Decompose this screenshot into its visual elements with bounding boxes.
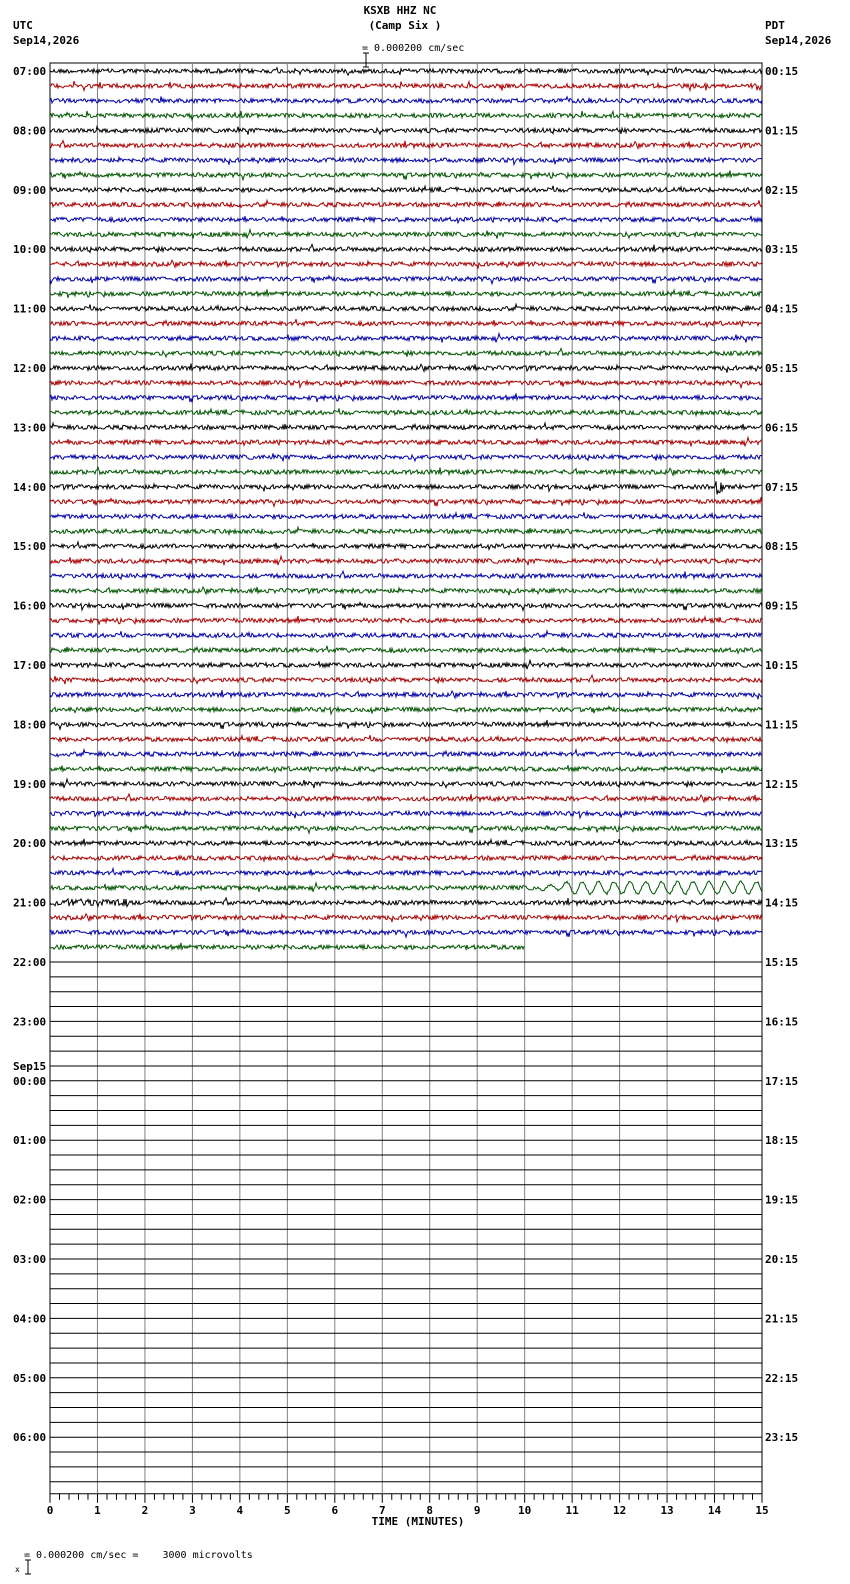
pdt-hour-label: 10:15 xyxy=(765,659,799,672)
x-tick-label: 4 xyxy=(236,1503,244,1517)
utc-hour-label: 04:00 xyxy=(13,1312,47,1326)
pdt-hour-label: 01:15 xyxy=(765,124,799,138)
svg-text:x: x xyxy=(15,1565,21,1574)
x-tick-label: 5 xyxy=(284,1503,291,1517)
left-date: Sep14,2026 xyxy=(13,34,80,47)
utc-hour-label: 07:00 xyxy=(13,65,47,78)
seismic-trace xyxy=(50,779,762,788)
seismic-trace xyxy=(50,707,762,715)
pdt-hour-label: 17:15 xyxy=(765,1074,799,1088)
x-tick-label: 8 xyxy=(426,1503,434,1517)
utc-hour-label: 16:00 xyxy=(13,599,47,613)
seismic-trace xyxy=(50,750,762,757)
seismic-trace xyxy=(50,527,762,534)
seismic-trace xyxy=(50,556,762,565)
right-timezone: PDT xyxy=(765,19,785,32)
seismic-trace xyxy=(50,393,762,402)
right-date: Sep14,2026 xyxy=(765,34,832,47)
utc-hour-label: 19:00 xyxy=(13,777,47,791)
seismic-trace xyxy=(50,616,762,625)
pdt-hour-label: 15:15 xyxy=(765,956,799,969)
x-tick-label: 0 xyxy=(46,1503,54,1517)
x-tick-label: 3 xyxy=(189,1503,196,1517)
seismic-trace xyxy=(50,289,762,298)
seismic-trace xyxy=(50,467,762,475)
seismic-trace xyxy=(50,304,762,311)
seismic-trace xyxy=(50,171,762,180)
utc-hour-label: 01:00 xyxy=(13,1134,47,1148)
seismic-trace xyxy=(50,334,762,343)
pdt-hour-label: 22:15 xyxy=(765,1371,799,1385)
pdt-hour-label: 16:15 xyxy=(765,1015,799,1029)
pdt-hour-label: 14:15 xyxy=(765,896,799,910)
seismic-trace xyxy=(50,735,762,742)
pdt-hour-label: 12:15 xyxy=(765,777,799,791)
seismic-trace xyxy=(50,542,762,550)
seismic-trace xyxy=(50,914,762,922)
pdt-hour-label: 00:15 xyxy=(765,65,799,78)
seismic-trace xyxy=(50,349,762,357)
pdt-hour-label: 06:15 xyxy=(765,421,799,435)
seismic-trace xyxy=(50,794,762,802)
utc-hour-label: 03:00 xyxy=(13,1253,47,1266)
seismic-trace xyxy=(50,720,762,729)
utc-hour-label: 02:00 xyxy=(13,1193,47,1207)
left-timezone: UTC xyxy=(13,19,33,32)
seismic-trace xyxy=(50,765,762,773)
seismic-trace xyxy=(50,157,762,164)
utc-hour-label: 20:00 xyxy=(13,837,47,851)
x-tick-label: 14 xyxy=(707,1503,722,1517)
seismic-trace xyxy=(50,869,762,877)
seismic-trace xyxy=(50,68,762,76)
seismic-trace xyxy=(50,929,762,937)
utc-hour-label: 00:00 xyxy=(13,1074,47,1088)
seismic-trace xyxy=(50,497,762,506)
x-tick-label: 10 xyxy=(518,1503,532,1517)
seismic-trace xyxy=(50,587,762,595)
station-location: (Camp Six ) xyxy=(368,19,442,32)
seismic-trace xyxy=(50,276,762,284)
seismic-trace xyxy=(50,825,762,833)
seismic-trace xyxy=(50,438,762,447)
x-tick-label: 6 xyxy=(331,1503,339,1517)
utc-hour-label: 10:00 xyxy=(13,243,47,257)
pdt-hour-label: 13:15 xyxy=(765,837,799,851)
seismic-trace xyxy=(50,512,762,518)
seismic-trace xyxy=(50,141,762,149)
pdt-hour-label: 18:15 xyxy=(765,1134,799,1148)
pdt-hour-label: 19:15 xyxy=(765,1193,799,1207)
utc-hour-label: 17:00 xyxy=(13,659,47,672)
seismic-trace xyxy=(50,811,762,818)
x-tick-label: 15 xyxy=(755,1503,769,1517)
pdt-hour-label: 07:15 xyxy=(765,480,799,494)
seismic-trace xyxy=(50,646,762,654)
x-tick-label: 11 xyxy=(565,1503,579,1517)
x-tick-label: 1 xyxy=(94,1503,101,1517)
seismic-trace xyxy=(50,571,762,579)
utc-hour-label: 05:00 xyxy=(13,1371,47,1385)
scale-text: = 0.000200 cm/sec xyxy=(362,43,465,54)
seismic-trace xyxy=(50,423,762,430)
seismic-trace xyxy=(50,481,762,494)
seismic-trace xyxy=(50,260,762,268)
seismic-trace xyxy=(50,380,762,388)
utc-date-change-label: Sep15 xyxy=(13,1059,47,1073)
utc-hour-label: 15:00 xyxy=(13,540,47,554)
seismic-trace xyxy=(50,216,762,223)
utc-hour-label: 23:00 xyxy=(13,1015,47,1029)
seismic-trace xyxy=(50,186,762,192)
seismic-trace xyxy=(50,245,762,253)
x-tick-label: 9 xyxy=(473,1503,481,1517)
utc-hour-label: 09:00 xyxy=(13,183,47,197)
x-tick-label: 2 xyxy=(141,1503,149,1517)
seismic-trace xyxy=(50,839,762,846)
seismic-trace xyxy=(50,854,762,861)
seismic-trace xyxy=(50,631,762,638)
pdt-hour-label: 23:15 xyxy=(765,1431,799,1445)
utc-hour-label: 14:00 xyxy=(13,480,47,494)
pdt-hour-label: 02:15 xyxy=(765,183,799,197)
x-tick-label: 13 xyxy=(660,1503,674,1517)
seismic-trace xyxy=(50,111,762,120)
pdt-hour-label: 04:15 xyxy=(765,302,799,316)
utc-hour-label: 22:00 xyxy=(13,956,47,969)
seismic-trace xyxy=(50,230,762,239)
utc-hour-label: 11:00 xyxy=(13,302,47,316)
seismic-trace xyxy=(50,319,762,327)
pdt-hour-label: 20:15 xyxy=(765,1253,799,1266)
utc-hour-label: 08:00 xyxy=(13,124,47,138)
seismic-trace xyxy=(50,660,762,669)
seismic-trace xyxy=(50,81,762,90)
utc-hour-label: 12:00 xyxy=(13,362,47,375)
seismic-trace xyxy=(50,127,762,135)
footer-scale-text: = 0.000200 cm/sec = 3000 microvolts xyxy=(24,1550,253,1561)
utc-hour-label: 06:00 xyxy=(13,1431,47,1445)
x-tick-label: 12 xyxy=(612,1503,627,1517)
station-title: KSXB HHZ NC xyxy=(363,4,437,17)
pdt-hour-label: 08:15 xyxy=(765,540,799,554)
x-axis-label: TIME (MINUTES) xyxy=(371,1514,465,1528)
pdt-hour-label: 03:15 xyxy=(765,243,799,257)
pdt-hour-label: 09:15 xyxy=(765,599,799,613)
seismic-trace xyxy=(50,603,762,611)
seismic-trace xyxy=(50,453,762,461)
seismic-trace xyxy=(50,898,762,907)
seismic-trace xyxy=(50,364,762,373)
seismic-trace xyxy=(50,690,762,699)
pdt-hour-label: 05:15 xyxy=(765,362,799,375)
pdt-hour-label: 11:15 xyxy=(765,718,799,732)
utc-hour-label: 21:00 xyxy=(13,896,47,910)
utc-hour-label: 13:00 xyxy=(13,421,47,435)
seismic-trace xyxy=(50,881,762,895)
utc-hour-label: 18:00 xyxy=(13,718,47,732)
seismic-trace xyxy=(50,96,762,103)
seismic-trace xyxy=(50,675,762,684)
pdt-hour-label: 21:15 xyxy=(765,1312,799,1326)
seismic-trace xyxy=(50,408,762,415)
seismic-trace xyxy=(50,200,762,207)
x-tick-label: 7 xyxy=(378,1503,386,1517)
